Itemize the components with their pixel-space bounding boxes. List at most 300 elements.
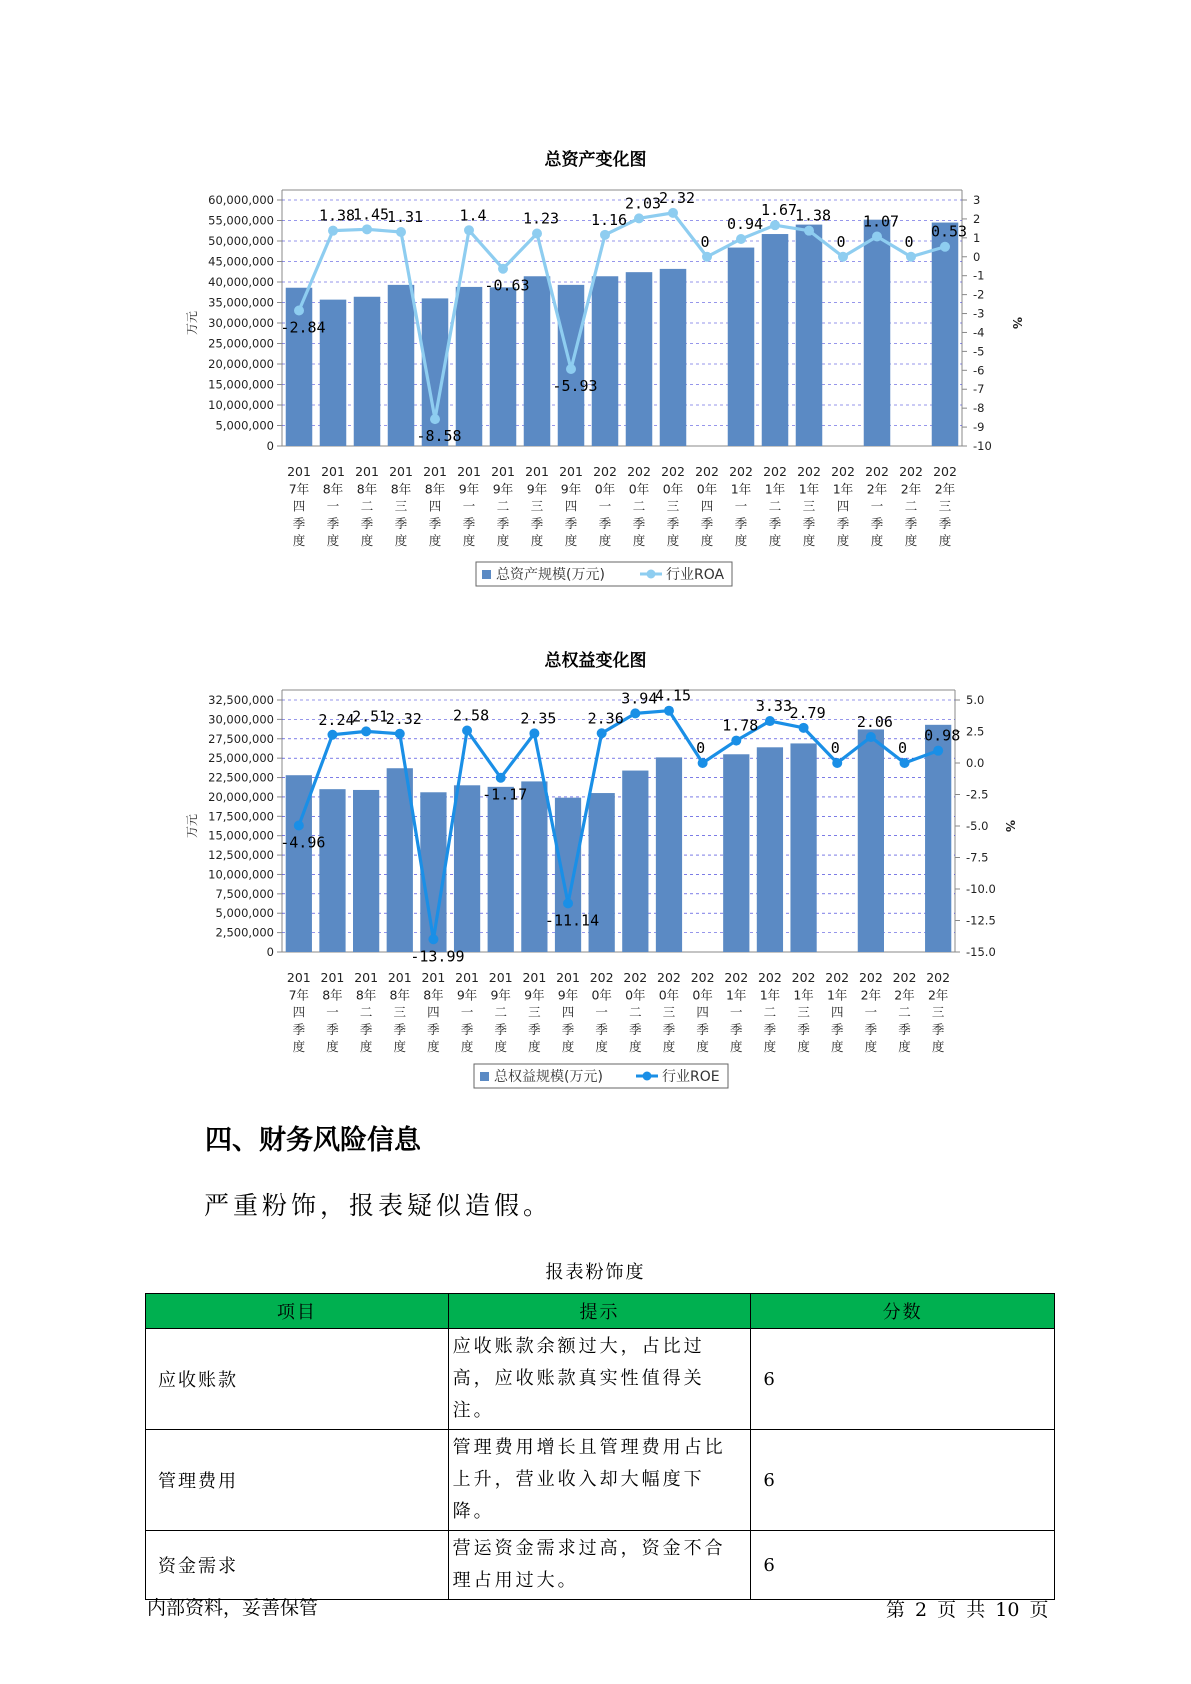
x-tick-label: 度 [931, 1039, 945, 1055]
x-tick-label: 0年 [591, 987, 612, 1003]
legend-bar-swatch [482, 570, 491, 579]
data-label: -0.63 [484, 276, 530, 295]
y2-tick-label: -2.5 [966, 787, 989, 802]
x-tick-label: 202 [627, 464, 651, 479]
x-tick-label: 三 [666, 498, 680, 514]
y2-tick-label: 1 [973, 230, 981, 245]
y2-tick-label: 5.0 [966, 693, 985, 707]
line-point [563, 898, 573, 908]
x-tick-label: 二 [768, 498, 782, 514]
x-tick-label: 度 [528, 1039, 541, 1055]
x-tick-label: 三 [802, 498, 816, 514]
y2-tick-label: 2 [973, 211, 981, 226]
x-tick-label: 201 [286, 970, 311, 985]
y2-tick-label: -7.5 [966, 850, 989, 865]
x-tick-label: 一 [326, 498, 340, 514]
y-tick-label: 25,000,000 [208, 336, 274, 351]
x-tick-label: 0年 [662, 481, 684, 497]
y2-tick-label: -3 [973, 306, 985, 321]
x-tick-label: 202 [858, 970, 883, 985]
x-tick-label: 四 [561, 1004, 575, 1020]
line-point [362, 224, 372, 234]
x-tick-label: 1年 [759, 987, 781, 1003]
bar [524, 276, 551, 446]
y-axis-title: 万元 [185, 813, 199, 839]
x-tick-label: 度 [598, 533, 612, 549]
x-tick-label: 度 [326, 533, 340, 549]
x-tick-label: 201 [389, 464, 413, 479]
bar [521, 781, 547, 952]
row-hint: 应收账款余额过大，占比过高，应收账款真实性值得关注。 [448, 1329, 751, 1430]
x-tick-label: 二 [629, 1004, 642, 1020]
line-point [328, 226, 338, 236]
x-tick-label: 一 [595, 1004, 608, 1020]
data-label: 2.32 [658, 188, 696, 207]
y-tick-label: 40,000,000 [208, 275, 274, 289]
x-tick-label: 一 [326, 1004, 339, 1020]
bar [353, 790, 379, 952]
x-tick-label: 9年 [557, 987, 579, 1003]
x-tick-label: 8年 [355, 987, 377, 1003]
y2-tick-label: -6 [973, 363, 985, 378]
row-score: 6 [751, 1329, 1055, 1430]
y-tick-label: 22,500,000 [208, 770, 274, 785]
y-tick-label: 60,000,000 [208, 193, 274, 207]
table-header-hint: 提示 [448, 1294, 751, 1329]
bar [656, 757, 682, 952]
line-point [838, 252, 848, 262]
x-tick-label: 201 [287, 464, 311, 479]
x-tick-label: 0年 [628, 481, 650, 497]
x-tick-label: 201 [355, 464, 379, 479]
x-tick-label: 201 [320, 970, 345, 985]
x-tick-label: 8年 [423, 987, 444, 1003]
x-tick-label: 度 [360, 533, 374, 549]
y2-tick-label: -5 [973, 344, 985, 359]
x-tick-label: 2年 [866, 481, 888, 497]
x-tick-label: 度 [802, 533, 816, 549]
x-tick-label: 四 [836, 498, 850, 514]
x-tick-label: 四 [696, 1004, 709, 1020]
x-tick-label: 0年 [696, 481, 718, 497]
x-tick-label: 202 [763, 464, 787, 479]
x-tick-label: 度 [870, 533, 884, 549]
y2-axis-title: % [1010, 316, 1024, 330]
x-tick-label: 二 [763, 1004, 777, 1020]
bar [488, 787, 514, 952]
line-point [496, 773, 506, 783]
bar [790, 743, 816, 952]
x-tick-label: 三 [797, 1004, 810, 1020]
x-tick-label: 度 [564, 533, 578, 549]
data-label: -11.14 [544, 911, 600, 930]
y-tick-label: 50,000,000 [208, 234, 274, 248]
x-tick-label: 三 [938, 498, 952, 514]
y2-tick-label: -10.0 [966, 882, 996, 896]
y-tick-label: 10,000,000 [208, 867, 274, 882]
table-header-score: 分数 [751, 1294, 1055, 1329]
line-point [498, 264, 508, 274]
x-tick-label: 9年 [458, 481, 480, 497]
x-tick-label: 季 [595, 1021, 608, 1037]
x-tick-label: 一 [864, 1004, 878, 1020]
x-tick-label: 度 [666, 533, 680, 549]
x-tick-label: 季 [629, 1021, 642, 1037]
footer-note: 内部资料，妥善保管 [147, 1597, 319, 1619]
x-tick-label: 202 [825, 970, 850, 985]
bar [622, 771, 648, 952]
legend-line-marker [643, 1072, 652, 1081]
line-point [597, 728, 607, 738]
line-point [668, 208, 678, 218]
line-point [294, 820, 304, 830]
x-tick-label: 度 [394, 533, 408, 549]
table-caption: 报表粉饰度 [545, 1262, 646, 1283]
y-tick-label: 5,000,000 [215, 906, 274, 921]
line-point [664, 706, 674, 716]
x-tick-label: 季 [763, 1021, 777, 1037]
data-label: 3.33 [755, 697, 792, 716]
x-tick-label: 202 [865, 464, 889, 479]
x-tick-label: 度 [595, 1039, 608, 1055]
y2-tick-label: 0.0 [966, 756, 985, 770]
x-tick-label: 季 [427, 1021, 440, 1037]
line-point [532, 228, 542, 238]
data-label: 1.4 [459, 206, 487, 225]
x-tick-label: 202 [899, 464, 923, 479]
line-point [799, 723, 809, 733]
line-point [736, 234, 746, 244]
x-tick-label: 季 [802, 515, 816, 531]
x-tick-label: 季 [931, 1021, 945, 1037]
x-tick-label: 8年 [322, 481, 344, 497]
x-tick-label: 9年 [526, 481, 548, 497]
risk-table [145, 1293, 1055, 1600]
legend-bar-label: 总资产规模(万元) [496, 567, 605, 583]
x-tick-label: 一 [598, 498, 612, 514]
x-tick-label: 9年 [456, 987, 478, 1003]
x-tick-label: 8年 [356, 481, 378, 497]
x-tick-label: 8年 [322, 987, 343, 1003]
x-tick-label: 季 [898, 1021, 911, 1037]
row-score: 6 [751, 1430, 1055, 1531]
x-tick-label: 三 [394, 498, 408, 514]
x-tick-label: 四 [830, 1004, 844, 1020]
line-point [430, 414, 440, 424]
data-label: 0.94 [726, 214, 764, 233]
x-tick-label: 201 [321, 464, 345, 479]
x-tick-label: 度 [428, 533, 442, 549]
x-tick-label: 202 [926, 970, 951, 985]
x-tick-label: 202 [589, 970, 614, 985]
x-tick-label: 一 [462, 498, 476, 514]
x-tick-label: 度 [292, 1039, 306, 1055]
y2-tick-label: -2 [973, 287, 985, 302]
y2-tick-label: 0 [973, 249, 981, 264]
x-tick-label: 202 [593, 464, 617, 479]
line-point [464, 225, 474, 235]
x-tick-label: 四 [428, 498, 442, 514]
line-point [634, 213, 644, 223]
x-tick-label: 二 [632, 498, 646, 514]
y2-tick-label: 2.5 [966, 724, 985, 739]
x-tick-label: 季 [662, 1021, 676, 1037]
x-tick-label: 季 [904, 515, 918, 531]
data-label: 0.98 [924, 726, 961, 745]
x-tick-label: 四 [292, 498, 306, 514]
y2-tick-label: -15.0 [966, 945, 996, 959]
line-point [566, 364, 576, 374]
data-label: -13.99 [410, 947, 465, 966]
row-hint: 营运资金需求过高，资金不合理占用过大。 [448, 1531, 751, 1600]
x-tick-label: 度 [797, 1039, 810, 1055]
x-tick-label: 季 [394, 515, 408, 531]
y2-tick-label: -1 [973, 268, 985, 283]
legend-bar-swatch [480, 1072, 489, 1081]
y2-tick-label: -9 [973, 420, 985, 435]
bar [420, 792, 446, 952]
page-number: 第 2 页 共 10 页 [886, 1599, 1049, 1621]
x-tick-label: 季 [561, 1021, 575, 1037]
line-point [804, 226, 814, 236]
x-tick-label: 2年 [927, 987, 949, 1003]
data-label: -8.58 [416, 427, 462, 446]
x-tick-label: 201 [457, 464, 481, 479]
x-tick-label: 一 [734, 498, 748, 514]
x-tick-label: 202 [724, 970, 749, 985]
bar [490, 287, 517, 446]
x-tick-label: 季 [797, 1021, 810, 1037]
y2-axis-title: % [1003, 819, 1017, 833]
x-tick-label: 8年 [424, 481, 446, 497]
y-tick-label: 30,000,000 [208, 316, 274, 330]
x-tick-label: 三 [528, 1004, 541, 1020]
x-tick-label: 201 [423, 464, 447, 479]
x-tick-label: 度 [904, 533, 918, 549]
bar [864, 220, 891, 446]
x-tick-label: 1年 [793, 987, 814, 1003]
y-tick-label: 12,500,000 [208, 848, 274, 863]
y-tick-label: 20,000,000 [208, 789, 274, 804]
x-tick-label: 度 [768, 533, 782, 549]
x-tick-label: 三 [662, 1004, 676, 1020]
data-label: 0.53 [930, 222, 968, 241]
data-label: 2.24 [318, 710, 355, 729]
x-tick-label: 季 [530, 515, 544, 531]
x-tick-label: 度 [496, 533, 510, 549]
y2-tick-label: -12.5 [966, 913, 996, 928]
data-label: 3.94 [621, 689, 658, 708]
risk-summary: 严重粉饰，报表疑似造假。 [204, 1191, 553, 1220]
line-point [933, 746, 943, 756]
line-point [702, 252, 712, 262]
x-tick-label: 202 [892, 970, 917, 985]
x-tick-label: 季 [564, 515, 578, 531]
x-tick-label: 202 [729, 464, 753, 479]
x-tick-label: 1年 [826, 987, 848, 1003]
bar [456, 287, 483, 446]
equity-chart [0, 680, 1191, 1100]
x-tick-label: 202 [661, 464, 685, 479]
table-row [146, 1531, 1055, 1600]
x-tick-label: 1年 [764, 481, 786, 497]
table-row [146, 1430, 1055, 1531]
data-label: 0 [836, 232, 846, 251]
row-score: 6 [751, 1531, 1055, 1600]
x-tick-label: 202 [757, 970, 782, 985]
line-point [872, 232, 882, 242]
y-tick-label: 30,000,000 [208, 712, 274, 727]
bar [319, 789, 345, 952]
x-tick-label: 三 [393, 1004, 407, 1020]
y-tick-label: 15,000,000 [208, 828, 274, 843]
x-tick-label: 202 [797, 464, 821, 479]
table-header-item: 项目 [146, 1294, 449, 1329]
x-tick-label: 度 [700, 533, 714, 549]
bar [660, 269, 687, 446]
x-tick-label: 季 [326, 515, 340, 531]
data-label: 1.23 [522, 209, 560, 228]
x-tick-label: 度 [359, 1039, 373, 1055]
data-label: 2.32 [385, 709, 422, 728]
data-label: 0 [904, 232, 914, 251]
x-tick-label: 201 [387, 970, 412, 985]
x-tick-label: 二 [360, 498, 374, 514]
x-tick-label: 季 [730, 1021, 743, 1037]
x-tick-label: 季 [830, 1021, 844, 1037]
y-tick-label: 45,000,000 [208, 254, 274, 269]
x-tick-label: 二 [904, 498, 918, 514]
row-item: 资金需求 [146, 1531, 449, 1600]
legend-line-label: 行业ROE [662, 1069, 720, 1085]
x-tick-label: 度 [462, 533, 476, 549]
x-tick-label: 201 [556, 970, 580, 985]
data-label: 1.07 [862, 212, 900, 231]
x-tick-label: 202 [695, 464, 719, 479]
x-tick-label: 7年 [288, 987, 310, 1003]
x-tick-label: 季 [666, 515, 680, 531]
x-tick-label: 度 [629, 1039, 642, 1055]
y-tick-label: 5,000,000 [215, 418, 274, 433]
line-point [600, 230, 610, 240]
y-tick-label: 0 [266, 439, 274, 453]
y-tick-label: 7,500,000 [215, 886, 274, 901]
x-tick-label: 9年 [524, 987, 545, 1003]
legend-bar-label: 总权益规模(万元) [494, 1069, 603, 1085]
x-tick-label: 季 [870, 515, 884, 531]
x-tick-label: 202 [933, 464, 957, 479]
x-tick-label: 1年 [726, 987, 747, 1003]
data-label: 2.36 [587, 709, 624, 728]
x-tick-label: 四 [427, 1004, 440, 1020]
y-tick-label: 32,500,000 [208, 693, 274, 707]
x-tick-label: 季 [632, 515, 646, 531]
x-tick-label: 度 [730, 1039, 743, 1055]
bar [932, 223, 959, 446]
table-row [146, 1329, 1055, 1430]
y-tick-label: 17,500,000 [208, 809, 274, 824]
line-point [327, 730, 337, 740]
x-tick-label: 1年 [798, 481, 820, 497]
data-label: 2.79 [789, 703, 826, 722]
y-tick-label: 20,000,000 [208, 357, 274, 371]
line-point [396, 227, 406, 237]
x-tick-label: 8年 [390, 481, 412, 497]
bar [454, 785, 480, 952]
y2-tick-label: -10 [973, 439, 992, 453]
equity-chart-title: 总权益变化图 [544, 651, 647, 671]
x-tick-label: 202 [831, 464, 855, 479]
x-tick-label: 201 [354, 970, 379, 985]
data-label: 2.06 [856, 713, 893, 732]
y2-tick-label: 3 [973, 193, 981, 207]
data-label: 1.38 [318, 206, 356, 225]
data-label: 0 [700, 232, 710, 251]
x-tick-label: 二 [898, 1004, 911, 1020]
x-tick-label: 8年 [389, 987, 411, 1003]
x-tick-label: 度 [696, 1039, 709, 1055]
x-tick-label: 9年 [560, 481, 582, 497]
x-tick-label: 季 [360, 515, 374, 531]
x-tick-label: 季 [326, 1021, 339, 1037]
line-point [832, 758, 842, 768]
x-tick-label: 度 [530, 533, 544, 549]
y-tick-label: 35,000,000 [208, 295, 274, 310]
x-tick-label: 0年 [625, 987, 646, 1003]
x-tick-label: 四 [700, 498, 714, 514]
x-tick-label: 202 [657, 970, 681, 985]
section-title: 四、财务风险信息 [205, 1125, 421, 1156]
x-tick-label: 7年 [288, 481, 310, 497]
bar [757, 747, 783, 952]
data-label: -4.96 [280, 833, 326, 852]
legend-line-marker [647, 570, 656, 579]
x-tick-label: 度 [393, 1039, 407, 1055]
x-tick-label: 度 [632, 533, 646, 549]
data-label: 0 [898, 739, 908, 757]
x-tick-label: 季 [292, 1021, 306, 1037]
y-tick-label: 25,000,000 [208, 751, 274, 766]
line-point [765, 716, 775, 726]
x-tick-label: 度 [460, 1039, 474, 1055]
x-tick-label: 二 [359, 1004, 373, 1020]
line-point [428, 934, 438, 944]
x-tick-label: 202 [623, 970, 648, 985]
x-tick-label: 度 [836, 533, 850, 549]
data-label: 4.15 [654, 686, 692, 705]
x-tick-label: 度 [864, 1039, 878, 1055]
bar [354, 297, 381, 446]
x-tick-label: 202 [791, 970, 816, 985]
line-point [698, 758, 708, 768]
data-label: 0 [830, 739, 840, 757]
x-tick-label: 度 [830, 1039, 844, 1055]
x-tick-label: 三 [931, 1004, 945, 1020]
row-item: 管理费用 [146, 1430, 449, 1531]
row-item: 应收账款 [146, 1329, 449, 1430]
x-tick-label: 季 [768, 515, 782, 531]
x-tick-label: 季 [598, 515, 612, 531]
line-point [294, 306, 304, 316]
x-tick-label: 201 [491, 464, 515, 479]
x-tick-label: 0年 [594, 481, 616, 497]
x-tick-label: 201 [559, 464, 583, 479]
x-tick-label: 季 [494, 1021, 507, 1037]
y2-tick-label: -7 [973, 382, 985, 397]
x-tick-label: 1年 [832, 481, 854, 497]
x-tick-label: 一 [460, 1004, 474, 1020]
data-label: 1.67 [760, 201, 798, 220]
